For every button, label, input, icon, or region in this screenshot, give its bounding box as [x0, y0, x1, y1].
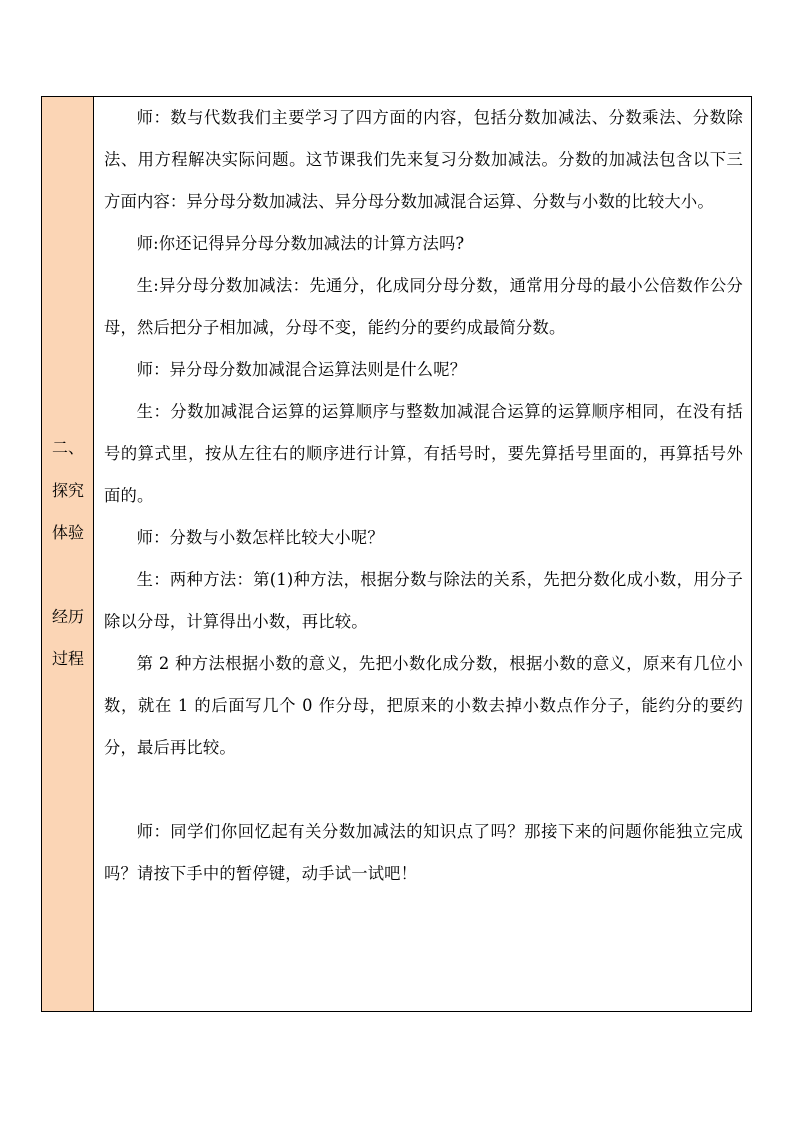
- paragraph: 生：分数加减混合运算的运算顺序与整数加减混合运算的运算顺序相同，在没有括号的算式里，按从左往右的顺序进行计算，有括号时，要先算括号里面的，再算括号外面的。: [104, 402, 743, 505]
- paragraph: 第 2 种方法根据小数的意义，先把小数化成分数，根据小数的意义，原来有几位小数，就在 1 的后面写几个 0 作分母，把原来的小数去掉小数点作分子，能约分的要约分，最后再比较。: [104, 654, 743, 757]
- section-label-line: 二、: [51, 438, 84, 457]
- paragraph: 师:你还记得异分母分数加减法的计算方法吗?: [136, 234, 465, 253]
- section-label-cell: [42, 97, 94, 1011]
- paragraph: 师：异分母分数加减混合运算法则是什么呢？: [136, 360, 467, 379]
- lesson-table: [41, 96, 752, 1012]
- section-label-line: 探究: [51, 481, 84, 500]
- paragraph: 师：同学们你回忆起有关分数加减法的知识点了吗？那接下来的问题你能独立完成吗？请按下手中的暂停键，动手试一试吧！: [104, 822, 743, 883]
- section-label-line: 体验: [51, 523, 84, 542]
- content-cell: [94, 97, 751, 1011]
- paragraph: 生：两种方法：第(1)种方法，根据分数与除法的关系，先把分数化成小数，用分子除以分母，计算得出小数，再比较。: [104, 570, 743, 631]
- blank-spacer: [104, 769, 743, 811]
- section-label-line: 经历: [51, 607, 84, 626]
- paragraph: 生:异分母分数加减法：先通分，化成同分母分数，通常用分母的最小公倍数作公分母，然后把分子相加减，分母不变，能约分的要约成最简分数。: [104, 276, 743, 337]
- section-label-line: 过程: [51, 649, 84, 668]
- paragraph: 师：分数与小数怎样比较大小呢？: [136, 528, 384, 547]
- paragraph: 师：数与代数我们主要学习了四方面的内容，包括分数加减法、分数乘法、分数除法、用方程解决实际问题。这节课我们先来复习分数加减法。分数的加减法包含以下三方面内容：异分母分数加减法、异分母分数加减混合运算、分数与小数的比较大小。: [104, 108, 743, 211]
